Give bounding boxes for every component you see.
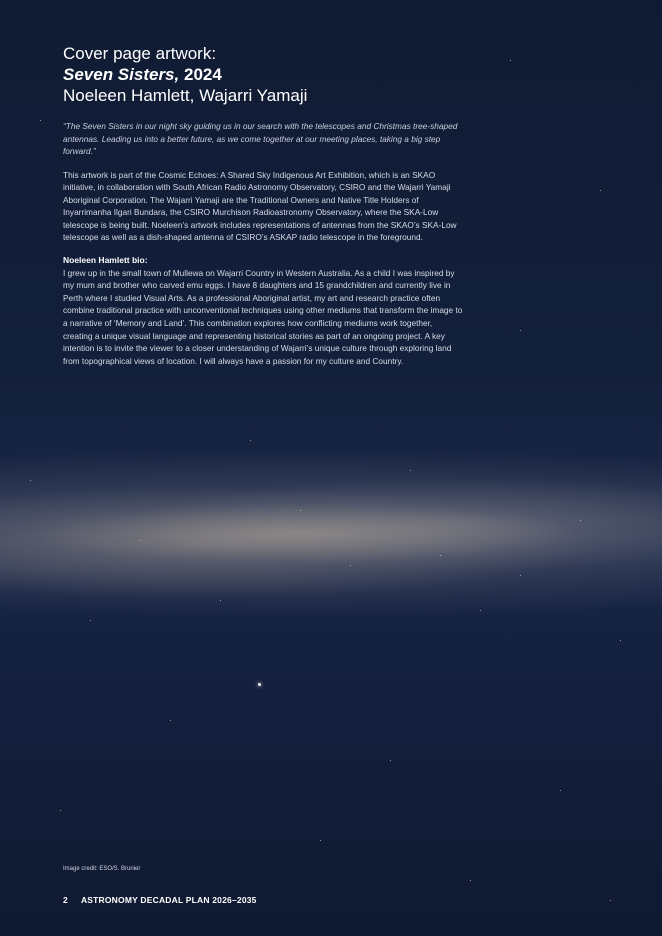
page-number: 2	[63, 895, 68, 905]
cover-heading: Cover page artwork:	[63, 44, 217, 63]
bio-text: I grew up in the small town of Mullewa on Wajarri Country in Western Australia. As a child I was inspired by my mum and brother who carved emu eggs. I have 8 daughters and 15 grandchildren and currently live in Perth where I studied Visual Arts. As a professional Aboriginal artist, my art and research practice often combine traditional practice with unconventional techniques using other mediums that transform the image to a narrative of ‘Memory and Land’. This combination explores how conflicting mediums work together, creating a unique visual language and representing historical stories as part of an ongoing project. A key intention is to invite the viewer to a closer understanding of Wajarri’s unique culture through exploring land from topographical views of location. I will always have a passion for my culture and Country.	[63, 267, 463, 366]
page-footer	[63, 895, 257, 905]
artist-name: Noeleen Hamlett, Wajarri Yamaji	[63, 86, 308, 105]
bio-heading: Noeleen Hamlett bio:	[63, 255, 148, 266]
artwork-year: 2024	[183, 65, 222, 84]
artwork-name: Seven Sisters,	[63, 65, 180, 84]
artwork-title	[63, 64, 463, 85]
artist-quote: “The Seven Sisters in our night sky guiding us in our search with the telescopes and Christmas tree-shaped antennas. Leading us into a better future, as we come together at our meeting places, taking a big step forward.”	[63, 121, 458, 156]
artwork-description-block	[63, 43, 463, 367]
image-credit: Image credit: ESO/S. Brunier	[63, 866, 141, 872]
document-title: ASTRONOMY DECADAL PLAN 2026–2035	[80, 895, 257, 905]
artwork-description: This artwork is part of the Cosmic Echoes: A Shared Sky Indigenous Art Exhibition, which is an SKAO initiative, in collaboration with South African Radio Astronomy Observatory, CSIRO and the Wajarri Yamaji Aboriginal Corporation. The Wajarri Yamaji are the Traditional Owners and Native Title Holders of Inyarrimanha Ilgari Bundara, the CSIRO Murchison Radioastronomy Observatory, where the SKA-Low telescope is being built. Noeleen’s artwork includes representations of antennas from the SKAO’s SKA-Low telescope as well as a dish-shaped antenna of CSIRO’s ASKAP radio telescope in the foreground.	[63, 169, 457, 243]
